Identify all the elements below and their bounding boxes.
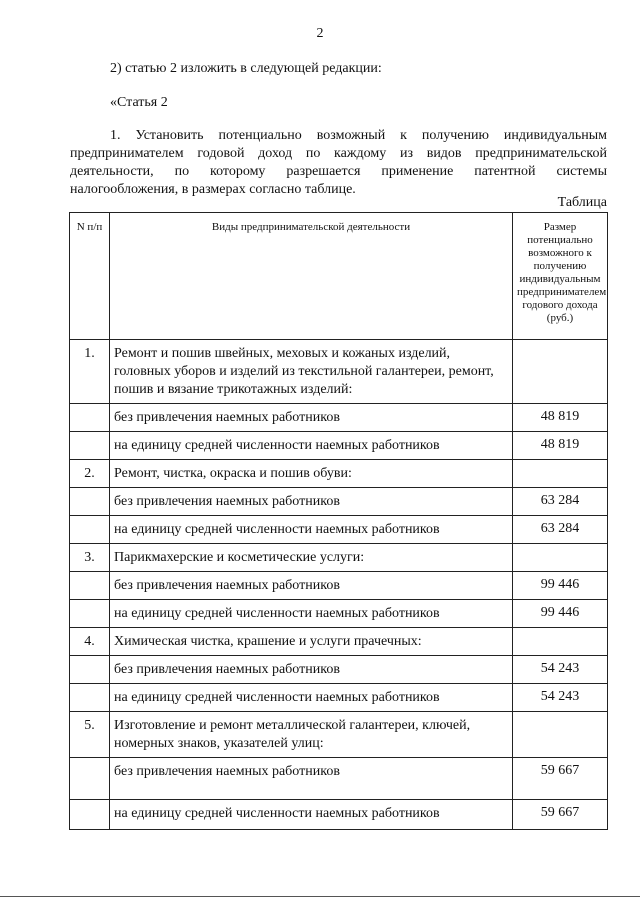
row-activity: Изготовление и ремонт металлической галантереи, ключей, номерных знаков, указателей улиц: [110,712,513,758]
row-activity: без привлечения наемных работников [110,758,513,800]
amendment-instruction: 2) статью 2 изложить в следующей редакции: [110,61,382,76]
table-caption: Таблица [557,195,607,210]
paragraph-line: налогообложения, в размерах согласно таблице. [70,182,356,197]
table-row [70,544,608,572]
row-number [70,758,110,800]
header-activity: Виды предпринимательской деятельности [110,213,513,340]
row-activity: на единицу средней численности наемных работников [110,600,513,628]
row-activity: Ремонт и пошив швейных, меховых и кожаных изделий, головных уборов и изделий из текстильной галантереи, ремонт, пошив и вязание трикотажных изделий: [110,340,513,404]
table-row [70,516,608,544]
row-number [70,404,110,432]
row-value: 63 284 [513,488,608,516]
row-value: 54 243 [513,684,608,712]
row-value: 59 667 [513,758,608,800]
table-row [70,432,608,460]
row-activity: без привлечения наемных работников [110,488,513,516]
table-row [70,656,608,684]
row-number [70,600,110,628]
row-value [513,628,608,656]
article-paragraph-1 [70,127,607,199]
table-row [70,600,608,628]
income-table [69,212,608,830]
row-activity: без привлечения наемных работников [110,404,513,432]
row-value [513,712,608,758]
article-heading: «Статья 2 [110,95,168,110]
row-value [513,460,608,488]
row-activity: без привлечения наемных работников [110,572,513,600]
header-income: Размер потенциально возможного к получению индивидуальным предпринимателем годового дохода (руб.) [513,213,608,340]
row-number: 2. [70,460,110,488]
row-value: 99 446 [513,600,608,628]
row-value [513,340,608,404]
row-activity: на единицу средней численности наемных работников [110,516,513,544]
row-number [70,488,110,516]
table-row [70,572,608,600]
row-value [513,544,608,572]
table-row [70,628,608,656]
table-row [70,340,608,404]
row-number [70,516,110,544]
row-number: 4. [70,628,110,656]
row-value: 48 819 [513,404,608,432]
page-bottom-divider [0,896,640,897]
row-activity: Химическая чистка, крашение и услуги прачечных: [110,628,513,656]
table-row [70,758,608,800]
table-row [70,460,608,488]
row-value: 59 667 [513,800,608,830]
row-activity: на единицу средней численности наемных работников [110,800,513,830]
row-number [70,656,110,684]
header-number: N п/п [70,213,110,340]
table-row [70,404,608,432]
row-value: 99 446 [513,572,608,600]
row-number: 3. [70,544,110,572]
paragraph-line: деятельности, по которому разрешается применение патентной системы [70,164,607,179]
row-activity: Парикмахерские и косметические услуги: [110,544,513,572]
row-number [70,684,110,712]
row-number: 1. [70,340,110,404]
row-number: 5. [70,712,110,758]
row-activity: без привлечения наемных работников [110,656,513,684]
row-number [70,572,110,600]
row-activity: на единицу средней численности наемных работников [110,432,513,460]
table-row [70,488,608,516]
table-row [70,712,608,758]
row-value: 63 284 [513,516,608,544]
page-number: 2 [316,26,324,41]
row-activity: на единицу средней численности наемных работников [110,684,513,712]
paragraph-line: предпринимателем годовой доход по каждому из видов предпринимательской [70,146,607,161]
row-value: 54 243 [513,656,608,684]
table-row [70,684,608,712]
row-number [70,800,110,830]
row-value: 48 819 [513,432,608,460]
paragraph-line: 1. Установить потенциально возможный к получению индивидуальным [110,128,607,143]
row-number [70,432,110,460]
table-row [70,800,608,830]
row-activity: Ремонт, чистка, окраска и пошив обуви: [110,460,513,488]
table-header-row [70,213,608,340]
